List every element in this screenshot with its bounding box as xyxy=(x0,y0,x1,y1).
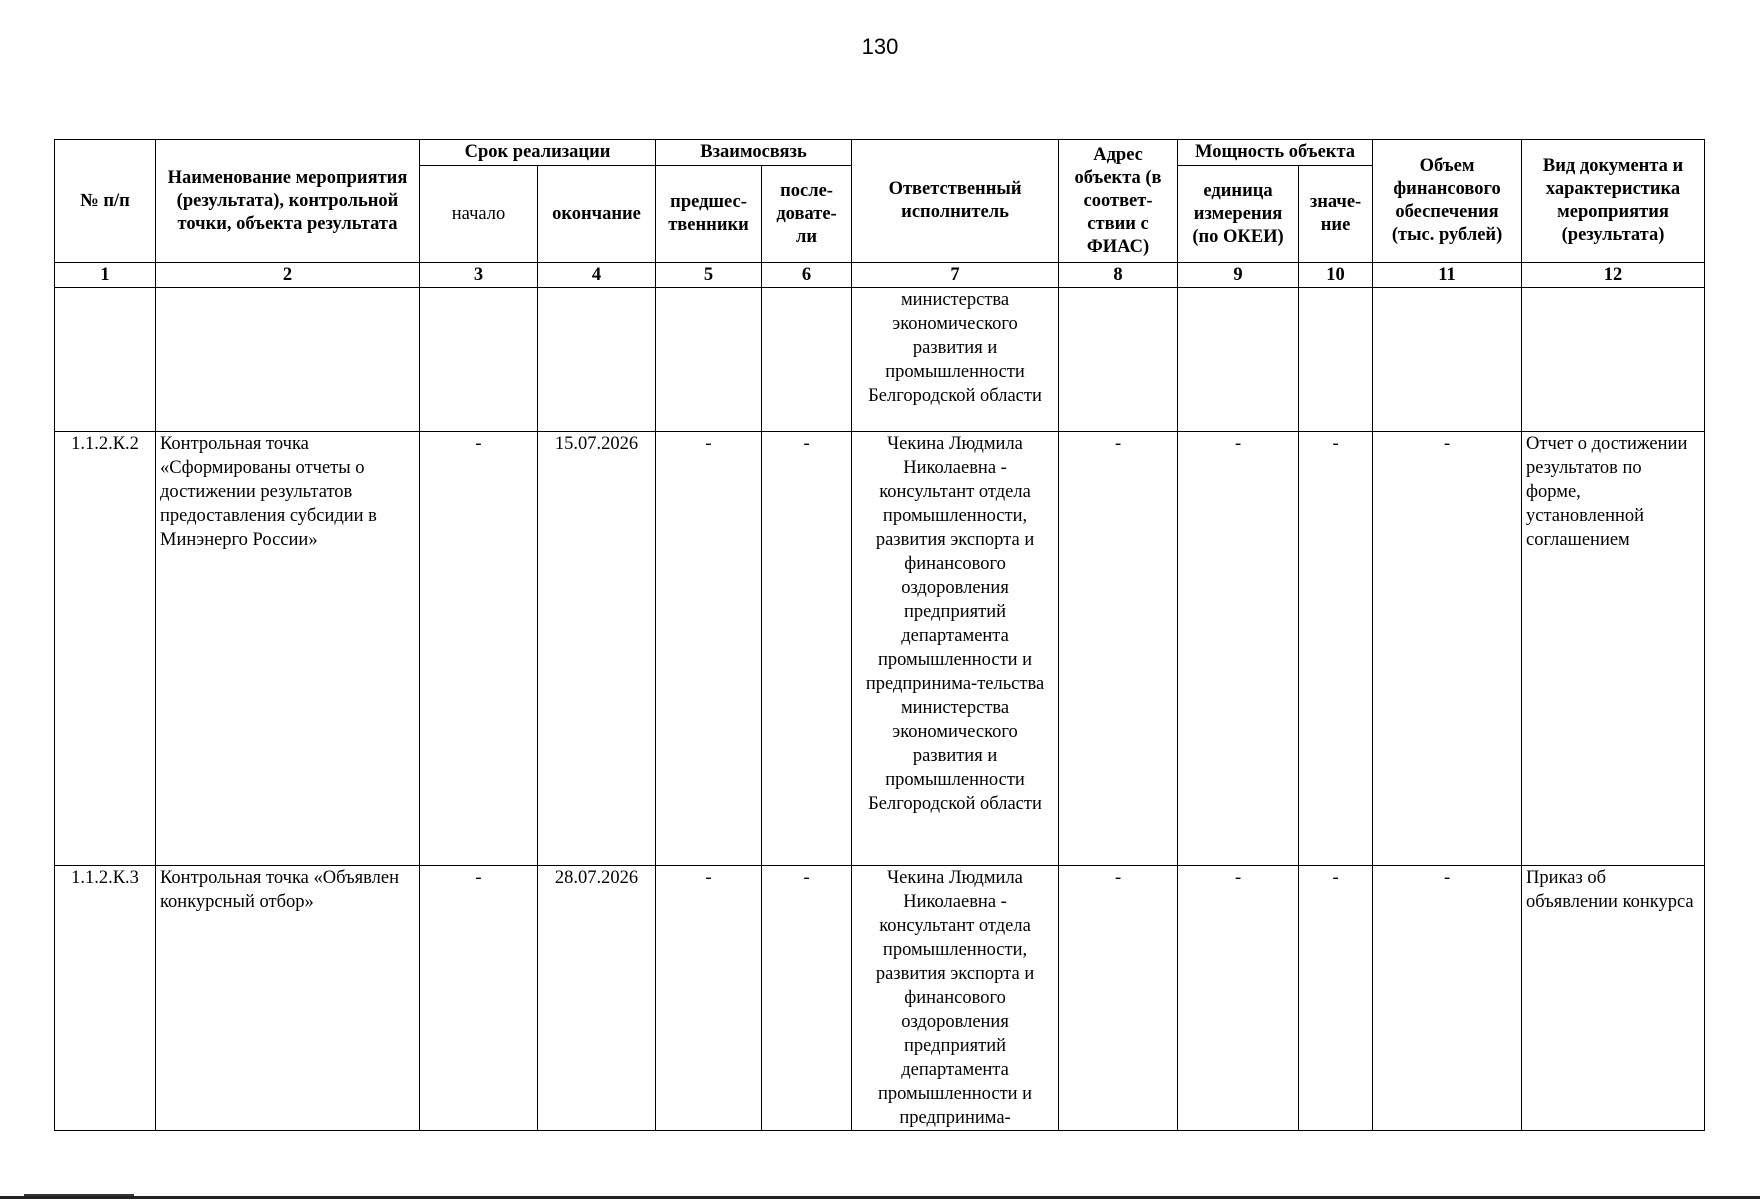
cell-value xyxy=(1299,288,1373,432)
page-number: 130 xyxy=(861,34,899,59)
header-col-6: после-довате-ли xyxy=(762,166,852,263)
header-col-5: предшес-твенники xyxy=(656,166,762,263)
col-number: 2 xyxy=(156,263,420,288)
cell-finance: - xyxy=(1373,866,1522,1131)
cell-end xyxy=(538,288,656,432)
cell-name xyxy=(156,288,420,432)
header-col-11: Объем финансового обеспечения (тыс. рублей) xyxy=(1373,140,1522,263)
cell-unit: - xyxy=(1178,432,1299,866)
header-col-2: Наименование мероприятия (результата), контрольной точки, объекта результата xyxy=(156,140,420,263)
cell-start xyxy=(420,288,538,432)
cell-address xyxy=(1059,288,1178,432)
col-number: 4 xyxy=(538,263,656,288)
table-row xyxy=(55,432,1705,866)
cell-id xyxy=(55,288,156,432)
table-row-continuation xyxy=(55,288,1705,432)
cell-pred: - xyxy=(656,432,762,866)
header-group-period: Срок реализации xyxy=(420,140,656,166)
cell-address: - xyxy=(1059,866,1178,1131)
col-number: 7 xyxy=(852,263,1059,288)
header-col-9: единица измерения (по ОКЕИ) xyxy=(1178,166,1299,263)
col-number: 9 xyxy=(1178,263,1299,288)
cell-unit xyxy=(1178,288,1299,432)
header-col-7: Ответственный исполнитель xyxy=(852,140,1059,263)
header-col-8: Адрес объекта (в соответ-ствии с ФИАС) xyxy=(1059,140,1178,263)
col-number: 6 xyxy=(762,263,852,288)
cell-start: - xyxy=(420,866,538,1131)
cell-next: - xyxy=(762,866,852,1131)
cell-pred xyxy=(656,288,762,432)
scan-bottom-edge xyxy=(0,1196,1760,1199)
header-group-link: Взаимосвязь xyxy=(656,140,852,166)
cell-end: 28.07.2026 xyxy=(538,866,656,1131)
cell-unit: - xyxy=(1178,866,1299,1131)
cell-address: - xyxy=(1059,432,1178,866)
table-header xyxy=(55,140,1705,288)
table-row xyxy=(55,866,1705,1131)
cell-pred: - xyxy=(656,866,762,1131)
cell-value: - xyxy=(1299,866,1373,1131)
col-number: 3 xyxy=(420,263,538,288)
cell-name: Контрольная точка «Объявлен конкурсный отбор» xyxy=(156,866,420,1131)
cell-document: Отчет о достижении результатов по форме, установленной соглашением xyxy=(1522,432,1705,866)
col-number: 12 xyxy=(1522,263,1705,288)
cell-name: Контрольная точка «Сформированы отчеты о достижении результатов предоставления субсидии в Минэнерго России» xyxy=(156,432,420,866)
cell-responsible: Чекина Людмила Николаевна - консультант отдела промышленности, развития экспорта и финансового оздоровления предприятий департамента промышленности и предпринима-тельства министерства экономического развития и промышленности Белгородской области xyxy=(852,432,1059,866)
col-number: 1 xyxy=(55,263,156,288)
cell-next: - xyxy=(762,432,852,866)
cell-start: - xyxy=(420,432,538,866)
cell-responsible: Чекина Людмила Николаевна - консультант отдела промышленности, развития экспорта и финансового оздоровления предприятий департамента промышленности и предпринима- xyxy=(852,866,1059,1131)
cell-id: 1.1.2.К.3 xyxy=(55,866,156,1131)
header-col-10: значе-ние xyxy=(1299,166,1373,263)
header-numbers-row xyxy=(55,263,1705,288)
header-col-1: № п/п xyxy=(55,140,156,263)
cell-next xyxy=(762,288,852,432)
cell-finance xyxy=(1373,288,1522,432)
cell-end: 15.07.2026 xyxy=(538,432,656,866)
cell-id: 1.1.2.К.2 xyxy=(55,432,156,866)
cell-document: Приказ об объявлении конкурса xyxy=(1522,866,1705,1131)
col-number: 10 xyxy=(1299,263,1373,288)
header-col-4: окончание xyxy=(538,166,656,263)
cell-document xyxy=(1522,288,1705,432)
col-number: 11 xyxy=(1373,263,1522,288)
col-number: 5 xyxy=(656,263,762,288)
header-col-3: начало xyxy=(420,166,538,263)
header-group-power: Мощность объекта xyxy=(1178,140,1373,166)
cell-responsible: министерства экономического развития и промышленности Белгородской области xyxy=(852,288,1059,432)
cell-finance: - xyxy=(1373,432,1522,866)
cell-value: - xyxy=(1299,432,1373,866)
plan-table xyxy=(54,139,1705,1131)
header-col-12: Вид документа и характеристика мероприятия (результата) xyxy=(1522,140,1705,263)
col-number: 8 xyxy=(1059,263,1178,288)
